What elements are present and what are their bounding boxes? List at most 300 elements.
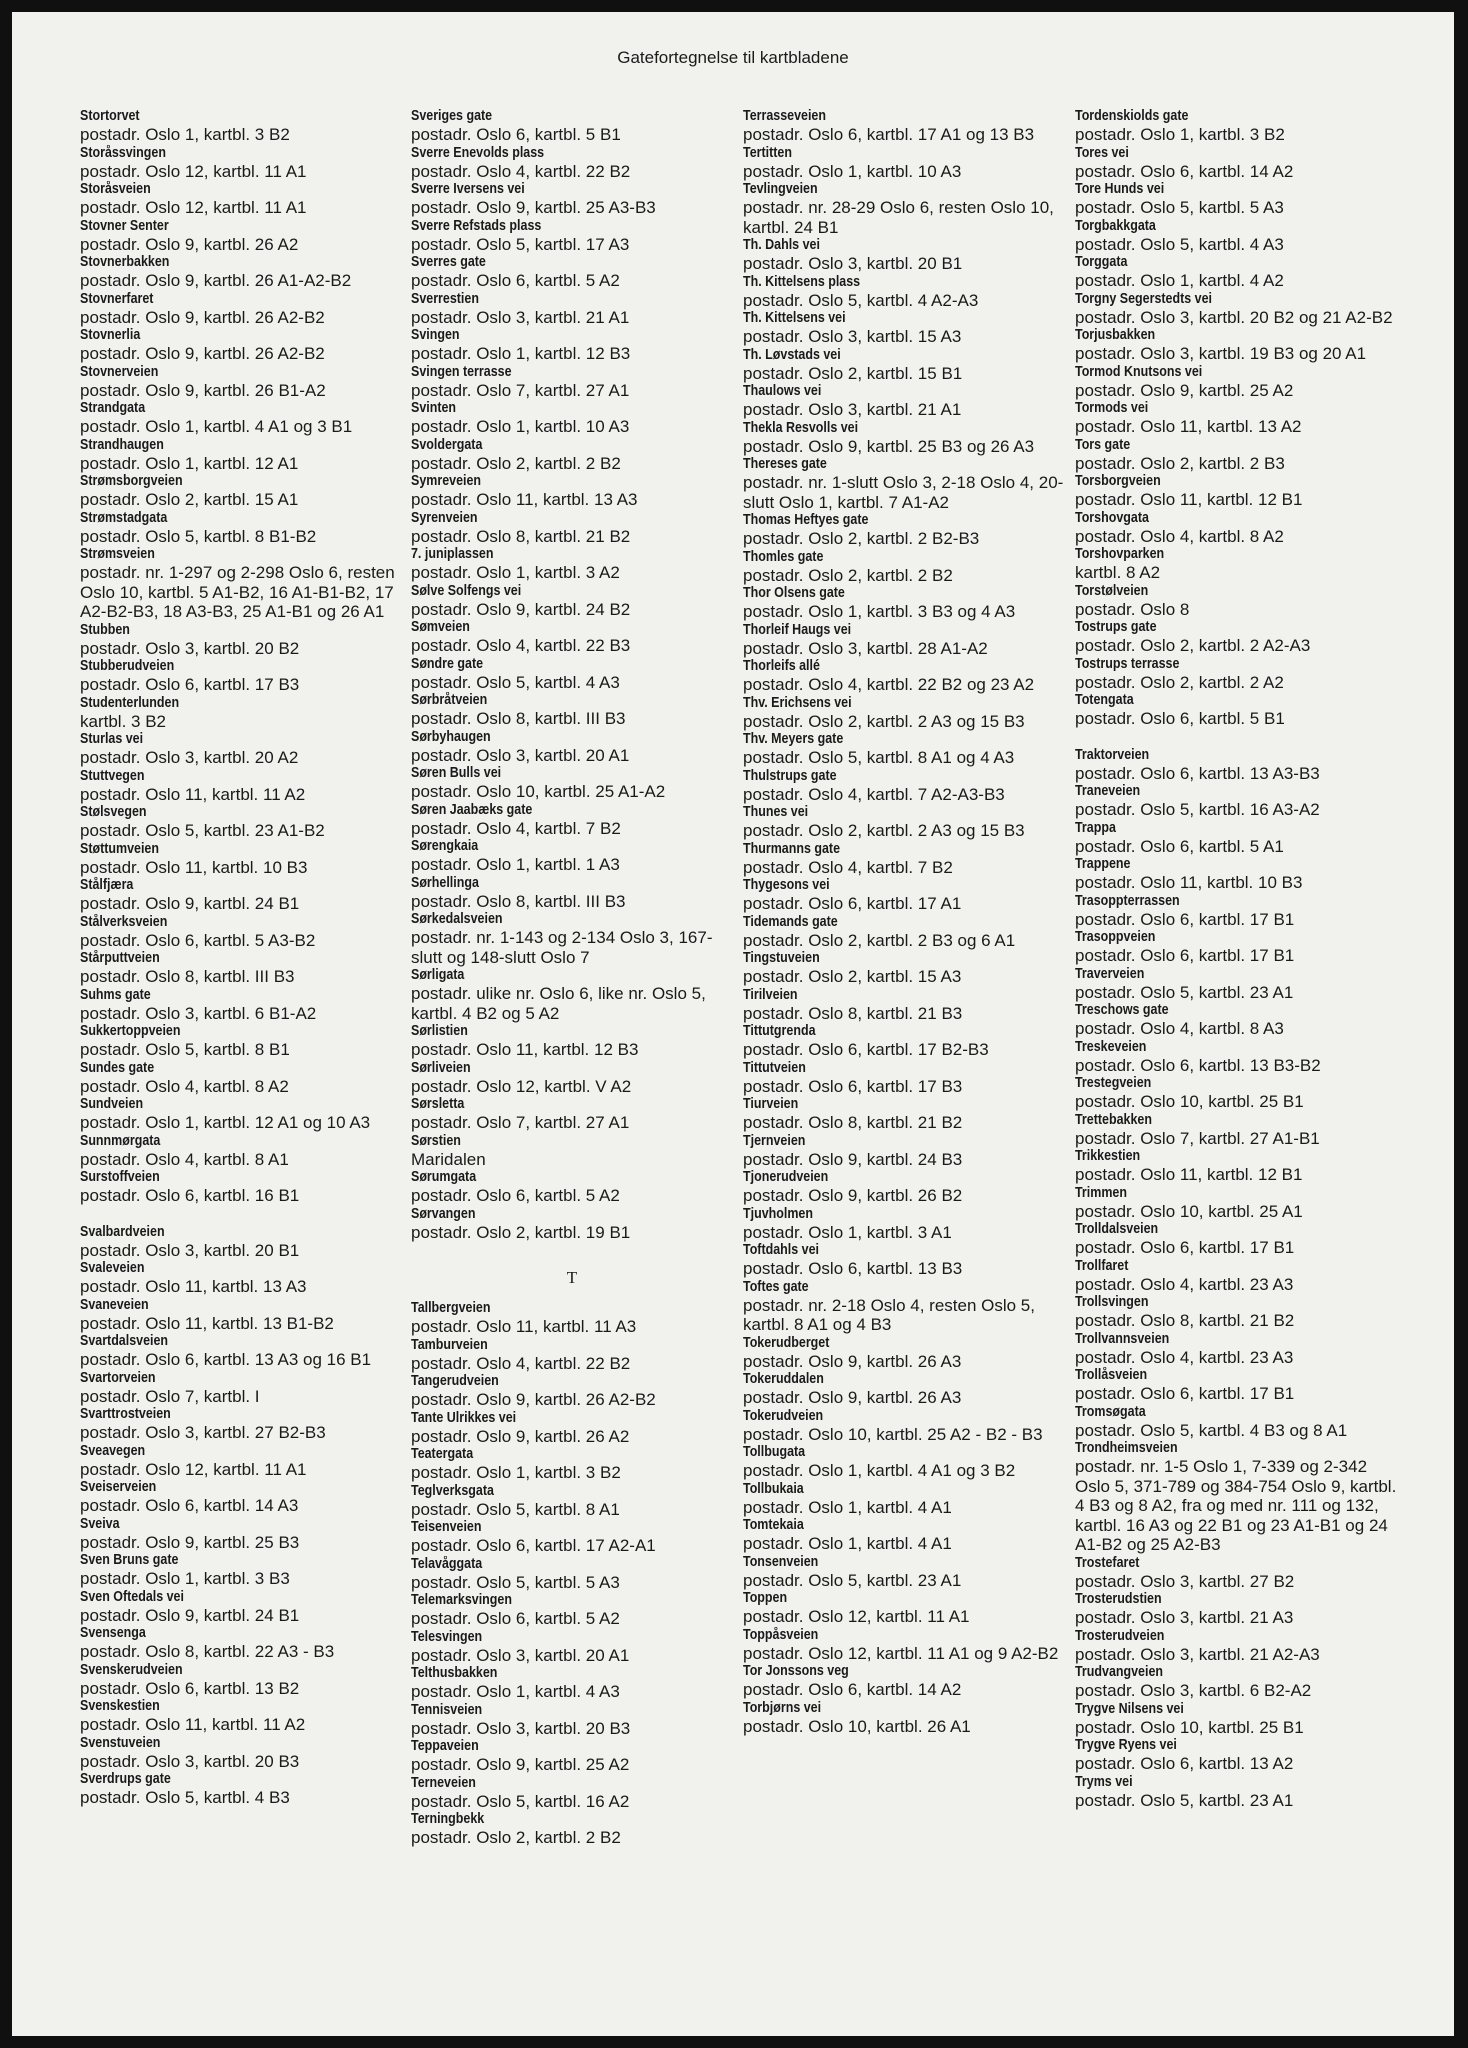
street-entry: [411, 291, 733, 328]
street-name: Thorleifs allé: [743, 658, 820, 674]
section-gap: [1075, 729, 1397, 747]
street-detail: postadr. Oslo 9, kartbl. 26 B1-A2: [80, 380, 326, 400]
street-name: Tors gate: [1075, 436, 1131, 453]
street-detail: postadr. Oslo 6, kartbl. 14 A3: [80, 1496, 299, 1515]
street-detail: postadr. Oslo 5, kartbl. 23 A1: [1075, 1790, 1294, 1810]
street-entry: [743, 1371, 1065, 1408]
street-detail: postadr. Oslo 1, kartbl. 10 A3: [743, 161, 962, 181]
street-detail: postadr. Oslo 9, kartbl. 26 A3: [743, 1351, 962, 1371]
street-entry: [743, 383, 1065, 420]
street-detail: postadr. Oslo 6, kartbl. 17 A1 og 13 B3: [743, 125, 1035, 144]
street-detail: postadr. Oslo 12, kartbl. 11 A1: [80, 198, 307, 217]
street-name: Terneveien: [411, 1774, 476, 1791]
street-detail: postadr. Oslo 7, kartbl. 27 A1-B1: [1075, 1128, 1320, 1148]
street-name: Sørligata: [411, 967, 465, 983]
street-entry: [80, 1023, 402, 1060]
street-entry: [80, 1516, 402, 1553]
street-detail: postadr. Oslo 9, kartbl. 26 A2-B2: [80, 307, 325, 327]
street-name: Sørengkaia: [411, 838, 479, 854]
street-detail: postadr. Oslo 1, kartbl. 4 A1 og 3 B1: [80, 417, 353, 436]
street-entry: [411, 218, 733, 255]
street-name: Sverdrups gate: [80, 1771, 171, 1787]
street-name: Sveriges gate: [411, 108, 493, 124]
street-name: Treskeveien: [1075, 1038, 1147, 1055]
street-name: Tostrups gate: [1075, 619, 1157, 635]
street-detail: postadr. Oslo 3, kartbl. 21 A1: [411, 307, 630, 327]
street-entry: [411, 1206, 733, 1243]
street-entry: [743, 1133, 1065, 1170]
street-entry: [743, 549, 1065, 586]
street-detail: postadr. Oslo 7, kartbl. 27 A1: [411, 1113, 630, 1132]
street-detail: postadr. Oslo 12, kartbl. V A2: [411, 1076, 632, 1096]
street-detail: postadr. Oslo 8, kartbl. 21 B2: [743, 1113, 963, 1132]
street-entry: [743, 1060, 1065, 1097]
street-name: Stubben: [80, 621, 130, 638]
street-name: Tonsenveien: [743, 1553, 819, 1570]
street-entry: [1075, 1002, 1397, 1039]
street-entry: [80, 1698, 402, 1735]
street-entry: [1075, 619, 1397, 656]
street-entry: [743, 1554, 1065, 1591]
street-name: Trondheimsveien: [1075, 1440, 1178, 1456]
street-entry: [80, 804, 402, 841]
street-detail: postadr. Oslo 3, kartbl. 15 A3: [743, 327, 962, 346]
street-entry: [411, 400, 733, 437]
street-entry: [411, 108, 733, 145]
street-name: Svinten: [411, 400, 457, 416]
street-name: Traneveien: [1075, 783, 1141, 799]
street-detail: postadr. Oslo 11, kartbl. 13 A3: [411, 490, 638, 509]
street-detail: postadr. Oslo 3, kartbl. 21 A3: [1075, 1608, 1294, 1627]
street-detail: postadr. nr. 1-5 Oslo 1, 7-339 og 2-342 Oslo 5, 371-789 og 384-754 Oslo 9, kartbl. 4 B3 og 8 A2, fra og med nr. 111 og 132, kartbl. 16 A3 og 22 B1 og 23 A1-B1 og 24 A1-B2 og 25 A2-B3: [1075, 1457, 1397, 1554]
street-entry: [743, 622, 1065, 659]
street-detail: postadr. Oslo 3, kartbl. 6 B1-A2: [80, 1003, 317, 1023]
street-name: Sørkedalsveien: [411, 911, 503, 927]
street-detail: postadr. Oslo 6, kartbl. 17 B1: [1075, 909, 1295, 929]
street-detail: postadr. Oslo 1, kartbl. 3 A2: [411, 563, 620, 582]
street-detail: postadr. Oslo 8: [1075, 599, 1190, 619]
street-entry: [1075, 820, 1397, 857]
street-name: Tingstuveien: [743, 950, 820, 966]
street-name: Tokerudberget: [743, 1334, 830, 1351]
street-entry: [80, 841, 402, 878]
street-name: Thygesons vei: [743, 877, 830, 893]
street-entry: [743, 1279, 1065, 1335]
street-detail: postadr. Oslo 2, kartbl. 2 B3 og 6 A1: [743, 930, 1016, 950]
street-entry: [80, 1625, 402, 1662]
street-detail: postadr. nr. 28-29 Oslo 6, resten Oslo 10, kartbl. 24 B1: [743, 198, 1054, 237]
street-detail: postadr. Oslo 4, kartbl. 22 B2: [411, 1353, 631, 1373]
street-entry: [411, 1775, 733, 1812]
street-name: Stubberudveien: [80, 658, 175, 674]
street-name: Tertitten: [743, 144, 792, 161]
street-name: Traktorveien: [1075, 746, 1150, 763]
street-name: Tomtekaia: [743, 1517, 804, 1533]
street-detail: postadr. Oslo 11, kartbl. 13 B1-B2: [80, 1313, 334, 1333]
street-entry: [80, 510, 402, 547]
street-entry: [743, 456, 1065, 512]
street-name: Sturlas vei: [80, 731, 144, 747]
street-entry: [80, 1406, 402, 1443]
street-entry: [411, 1023, 733, 1060]
street-name: Teatergata: [411, 1446, 474, 1462]
street-detail: postadr. Oslo 9, kartbl. 26 A1-A2-B2: [80, 271, 352, 290]
street-name: Teglverksgata: [411, 1482, 494, 1499]
street-detail: postadr. Oslo 6, kartbl. 13 A3-B3: [1075, 763, 1320, 783]
street-detail: postadr. Oslo 1, kartbl. 3 B2: [411, 1463, 621, 1482]
street-detail: postadr. Oslo 3, kartbl. 27 B2-B3: [80, 1423, 326, 1442]
street-name: Torgbakkgata: [1075, 217, 1156, 234]
street-detail: postadr. ulike nr. Oslo 6, like nr. Oslo 5, kartbl. 4 B2 og 5 A2: [411, 984, 706, 1023]
street-entry: [411, 254, 733, 291]
street-entry: [1075, 1112, 1397, 1149]
street-detail: postadr. Oslo 9, kartbl. 25 A3-B3: [411, 198, 656, 217]
street-entry: [1075, 473, 1397, 510]
street-name: Støttumveien: [80, 840, 159, 857]
street-name: Thulstrups gate: [743, 767, 837, 784]
street-entry: [1075, 327, 1397, 364]
street-name: Totengata: [1075, 692, 1134, 708]
street-detail: postadr. Oslo 12, kartbl. 11 A1: [80, 1459, 307, 1479]
street-name: Tormods vei: [1075, 400, 1149, 416]
street-detail: postadr. Oslo 4, kartbl. 22 B2 og 23 A2: [743, 675, 1035, 694]
street-entry: [80, 1169, 402, 1206]
street-entry: [80, 622, 402, 659]
street-entry: [80, 1589, 402, 1626]
street-detail: postadr. Oslo 1, kartbl. 3 B3: [80, 1569, 290, 1588]
street-entry: [1075, 783, 1397, 820]
street-detail: postadr. Oslo 7, kartbl. 27 A1: [411, 380, 630, 400]
street-detail: postadr. Oslo 1, kartbl. 4 A3: [411, 1682, 620, 1701]
street-entry: [411, 911, 733, 967]
street-name: Thereses gate: [743, 456, 827, 472]
street-detail: postadr. Oslo 6, kartbl. 17 B2-B3: [743, 1040, 989, 1059]
street-detail: postadr. Oslo 9, kartbl. 26 A2-B2: [80, 344, 325, 363]
street-name: Torbjørns vei: [743, 1699, 822, 1716]
street-detail: postadr. Oslo 3, kartbl. 20 A1: [411, 1645, 630, 1665]
street-detail: postadr. Oslo 2, kartbl. 19 B1: [411, 1222, 631, 1242]
street-detail: postadr. Oslo 6, kartbl. 13 B3-B2: [1075, 1055, 1321, 1075]
street-detail: postadr. Oslo 6, kartbl. 5 B1: [1075, 709, 1285, 728]
street-detail: postadr. Oslo 5, kartbl. 5 A3: [411, 1572, 620, 1592]
street-entry: [743, 1335, 1065, 1372]
street-detail: postadr. Oslo 2, kartbl. 15 A3: [743, 967, 962, 986]
street-entry: [1075, 656, 1397, 693]
street-entry: [411, 967, 733, 1023]
street-name: Sømveien: [411, 619, 470, 635]
street-detail: postadr. Oslo 3, kartbl. 20 B1: [80, 1240, 300, 1260]
street-entry: [80, 400, 402, 437]
section-gap: [80, 1206, 402, 1224]
street-detail: postadr. Oslo 6, kartbl. 13 A2: [1075, 1754, 1294, 1773]
street-entry: [411, 327, 733, 364]
street-name: Stovnerbakken: [80, 254, 170, 270]
street-name: Tryms vei: [1075, 1773, 1133, 1790]
street-detail: postadr. Oslo 2, kartbl. 2 A3 og 15 B3: [743, 711, 1025, 731]
street-detail: postadr. Oslo 6, kartbl. 14 A2: [1075, 161, 1294, 181]
street-entry: [743, 914, 1065, 951]
street-detail: postadr. Oslo 8, kartbl. III B3: [80, 967, 295, 986]
street-name: Tamburveien: [411, 1336, 488, 1353]
street-detail: postadr. Oslo 6, kartbl. 5 A2: [411, 1609, 620, 1628]
street-name: Torgny Segerstedts vei: [1075, 290, 1212, 307]
street-detail: postadr. Oslo 5, kartbl. 8 B1: [80, 1040, 290, 1059]
street-detail: postadr. Oslo 6, kartbl. 13 B2: [80, 1678, 300, 1698]
street-name: Tollbugata: [743, 1444, 806, 1460]
street-entry: [411, 1410, 733, 1447]
street-name: Trettebakken: [1075, 1111, 1152, 1128]
street-entry: [80, 987, 402, 1024]
street-detail: postadr. Oslo 6, kartbl. 5 A1: [1075, 836, 1284, 856]
street-name: Torshovgata: [1075, 509, 1149, 526]
street-name: Sundes gate: [80, 1059, 155, 1076]
street-entry: [411, 1300, 733, 1337]
street-detail: postadr. Oslo 3, kartbl. 20 B3: [411, 1718, 631, 1738]
street-name: Trygve Ryens vei: [1075, 1737, 1177, 1753]
street-detail: kartbl. 8 A2: [1075, 563, 1161, 582]
street-entry: [80, 254, 402, 291]
street-name: Traverveien: [1075, 965, 1145, 982]
street-name: Sunnmørgata: [80, 1132, 161, 1149]
street-entry: [743, 585, 1065, 622]
street-name: Tjuvholmen: [743, 1205, 813, 1222]
street-detail: postadr. Oslo 2, kartbl. 2 B2: [743, 565, 953, 585]
street-name: Sverre Enevolds plass: [411, 144, 545, 161]
street-name: Tiurveien: [743, 1096, 799, 1112]
street-detail: postadr. Oslo 3, kartbl. 20 B3: [80, 1751, 300, 1771]
street-name: Toppåsveien: [743, 1626, 819, 1643]
street-entry: [80, 145, 402, 182]
street-entry: [743, 1517, 1065, 1554]
street-detail: postadr. Oslo 9, kartbl. 25 B3: [80, 1532, 300, 1552]
street-entry: [1075, 966, 1397, 1003]
street-entry: [411, 1096, 733, 1133]
street-detail: postadr. Oslo 9, kartbl. 25 A2: [1075, 380, 1294, 400]
street-name: Strømstadgata: [80, 509, 168, 526]
street-name: Th. Løvstads vei: [743, 346, 841, 363]
street-entry: [80, 1443, 402, 1480]
street-entry: [411, 181, 733, 218]
street-detail: postadr. Oslo 8, kartbl. 21 B3: [743, 1003, 963, 1023]
street-name: Tokerudveien: [743, 1407, 824, 1424]
street-detail: postadr. Oslo 4, kartbl. 7 A2-A3-B3: [743, 784, 1005, 804]
street-detail: postadr. Oslo 5, kartbl. 23 A1-B2: [80, 821, 325, 840]
street-detail: postadr. Oslo 5, kartbl. 23 A1: [1075, 982, 1294, 1002]
street-entry: [80, 950, 402, 987]
street-name: Torshovparken: [1075, 546, 1165, 562]
street-name: Terningbekk: [411, 1811, 485, 1827]
street-detail: postadr. Oslo 11, kartbl. 11 A2: [80, 1715, 306, 1734]
street-name: Thaulows vei: [743, 383, 822, 399]
street-name: Surstoffveien: [80, 1169, 160, 1185]
street-name: Tjonerudveien: [743, 1169, 829, 1185]
street-detail: postadr. Oslo 1, kartbl. 4 A1: [743, 1497, 952, 1517]
column-2: [411, 108, 733, 1848]
street-name: Trasoppterrassen: [1075, 892, 1180, 909]
street-entry: [743, 1481, 1065, 1518]
street-name: Tormod Knutsons vei: [1075, 363, 1203, 380]
street-name: Thorleif Haugs vei: [743, 621, 852, 638]
street-name: Svingen: [411, 327, 460, 343]
street-detail: postadr. Oslo 9, kartbl. 25 A2: [411, 1755, 630, 1774]
street-detail: postadr. Oslo 11, kartbl. 11 A2: [80, 784, 306, 804]
street-detail: postadr. Oslo 9, kartbl. 24 B1: [80, 1605, 300, 1625]
street-detail: postadr. Oslo 5, kartbl. 4 A3: [1075, 234, 1284, 254]
column-4: [1075, 108, 1397, 1810]
street-name: Sukkertoppveien: [80, 1023, 181, 1039]
street-name: Strandhaugen: [80, 436, 164, 453]
street-entry: [743, 512, 1065, 549]
street-detail: postadr. nr. 1-143 og 2-134 Oslo 3, 167-slutt og 148-slutt Oslo 7: [411, 928, 713, 967]
street-detail: postadr. Oslo 1, kartbl. 12 B3: [411, 344, 631, 363]
street-entry: [1075, 1075, 1397, 1112]
street-entry: [411, 364, 733, 401]
street-name: Tor Jonssons veg: [743, 1663, 849, 1679]
street-name: Th. Kittelsens vei: [743, 310, 846, 326]
street-name: Terrasseveien: [743, 108, 826, 124]
street-detail: postadr. Oslo 8, kartbl. III B3: [411, 891, 626, 911]
street-detail: postadr. Oslo 3, kartbl. 20 B2 og 21 A2-B2: [1075, 307, 1393, 327]
street-name: Stølsvegen: [80, 804, 147, 820]
street-entry: [80, 437, 402, 474]
street-entry: [80, 1297, 402, 1334]
street-name: Sveavegen: [80, 1442, 146, 1459]
street-detail: postadr. Oslo 3, kartbl. 21 A2-A3: [1075, 1644, 1320, 1664]
street-detail: postadr. Oslo 2, kartbl. 2 B2: [411, 453, 621, 473]
street-detail: postadr. Oslo 11, kartbl. 12 B1: [1075, 490, 1303, 509]
street-detail: postadr. Oslo 3, kartbl. 20 B1: [743, 254, 963, 273]
street-name: Tittutgrenda: [743, 1023, 816, 1039]
street-entry: [411, 583, 733, 620]
street-detail: postadr. Oslo 5, kartbl. 23 A1: [743, 1570, 962, 1590]
street-detail: postadr. Oslo 4, kartbl. 7 B2: [743, 857, 953, 877]
street-name: Tromsøgata: [1075, 1403, 1146, 1420]
street-entry: [1075, 929, 1397, 966]
street-entry: [1075, 856, 1397, 893]
street-entry: [743, 1627, 1065, 1664]
street-entry: [1075, 181, 1397, 218]
street-entry: [1075, 1440, 1397, 1555]
street-name: Teppaveien: [411, 1738, 479, 1754]
street-name: Thor Olsens gate: [743, 585, 845, 601]
street-entry: [80, 1552, 402, 1589]
street-entry: [743, 310, 1065, 347]
street-name: Tirilveien: [743, 986, 798, 1003]
street-detail: postadr. Oslo 11, kartbl. 13 A2: [1075, 417, 1302, 436]
street-entry: [411, 1169, 733, 1206]
street-name: Trosterudveien: [1075, 1627, 1165, 1644]
street-entry: [411, 1133, 733, 1170]
street-name: Th. Kittelsens plass: [743, 273, 861, 290]
street-name: Thurmanns gate: [743, 840, 841, 857]
street-detail: postadr. Oslo 4, kartbl. 23 A3: [1075, 1274, 1294, 1294]
street-name: Telthusbakken: [411, 1665, 498, 1681]
street-name: Svaneveien: [80, 1296, 149, 1313]
street-entry: [80, 768, 402, 805]
street-name: Tittutveien: [743, 1059, 806, 1076]
street-name: Strømsborgveien: [80, 473, 183, 489]
street-name: Søren Jaabæks gate: [411, 801, 533, 818]
street-name: Trappene: [1075, 856, 1131, 872]
street-entry: [1075, 145, 1397, 182]
street-detail: postadr. Oslo 5, kartbl. 5 A3: [1075, 198, 1284, 217]
street-name: Thunes vei: [743, 804, 809, 820]
street-name: Sven Oftedals vei: [80, 1588, 184, 1605]
street-detail: postadr. Oslo 10, kartbl. 25 B1: [1075, 1717, 1304, 1737]
street-name: 7. juniplassen: [411, 546, 494, 562]
street-name: Sølve Solfengs vei: [411, 582, 522, 599]
street-entry: [1075, 692, 1397, 729]
street-detail: postadr. Oslo 5, kartbl. 17 A3: [411, 234, 630, 254]
street-entry: [743, 420, 1065, 457]
street-name: Sverrestien: [411, 290, 479, 307]
street-detail: postadr. Oslo 6, kartbl. 17 B1: [1075, 1384, 1295, 1403]
street-entry: [1075, 1331, 1397, 1368]
street-detail: postadr. Oslo 9, kartbl. 24 B2: [411, 599, 631, 619]
street-detail: postadr. Oslo 2, kartbl. 2 B2: [411, 1828, 621, 1847]
street-detail: postadr. Oslo 3, kartbl. 20 A1: [411, 745, 630, 765]
street-name: Tidemands gate: [743, 913, 838, 930]
street-entry: [743, 987, 1065, 1024]
street-detail: postadr. Oslo 2, kartbl. 2 B3: [1075, 453, 1285, 473]
street-entry: [80, 1060, 402, 1097]
street-entry: [743, 731, 1065, 768]
street-name: Stårputtveien: [80, 950, 160, 966]
street-entry: [411, 838, 733, 875]
street-detail: postadr. Oslo 5, kartbl. 4 A3: [411, 672, 620, 692]
street-name: Stovner Senter: [80, 217, 169, 234]
street-detail: postadr. Oslo 3, kartbl. 27 B2: [1075, 1571, 1295, 1591]
street-detail: postadr. Oslo 9, kartbl. 26 B2: [743, 1186, 963, 1205]
street-entry: [1075, 1221, 1397, 1258]
street-detail: postadr. Oslo 4, kartbl. 22 B2: [411, 161, 631, 181]
street-entry: [411, 1373, 733, 1410]
street-entry: [80, 327, 402, 364]
street-name: Studenterlunden: [80, 694, 180, 711]
street-name: Tostrups terrasse: [1075, 655, 1180, 672]
street-detail: postadr. Oslo 5, kartbl. 4 A2-A3: [743, 290, 979, 310]
street-detail: postadr. Oslo 4, kartbl. 8 A3: [1075, 1019, 1284, 1038]
street-entry: [80, 1096, 402, 1133]
street-detail: postadr. Oslo 6, kartbl. 13 B3: [743, 1259, 963, 1278]
street-entry: [80, 473, 402, 510]
street-detail: postadr. Oslo 5, kartbl. 8 B1-B2: [80, 526, 317, 546]
street-detail: postadr. Oslo 9, kartbl. 24 B1: [80, 894, 300, 913]
street-detail: postadr. Oslo 11, kartbl. 12 B1: [1075, 1165, 1303, 1184]
street-entry: [743, 841, 1065, 878]
street-entry: [80, 1662, 402, 1699]
street-detail: postadr. Oslo 8, kartbl. III B3: [411, 709, 626, 728]
street-entry: [743, 145, 1065, 182]
street-entry: [411, 145, 733, 182]
street-detail: postadr. Oslo 1, kartbl. 3 B3 og 4 A3: [743, 602, 1016, 621]
street-name: Svenskerudveien: [80, 1661, 183, 1678]
street-name: Sørumgata: [411, 1169, 477, 1185]
street-detail: postadr. Oslo 1, kartbl. 4 A1: [743, 1534, 952, 1553]
street-entry: [743, 181, 1065, 237]
street-detail: postadr. Oslo 2, kartbl. 15 B1: [743, 363, 963, 383]
street-entry: [80, 1224, 402, 1261]
street-entry: [743, 1408, 1065, 1445]
street-entry: [80, 546, 402, 622]
street-entry: [1075, 1774, 1397, 1811]
street-entry: [1075, 1701, 1397, 1738]
street-entry: [1075, 254, 1397, 291]
street-name: Trosterudstien: [1075, 1591, 1162, 1607]
street-name: Tjernveien: [743, 1132, 806, 1149]
street-name: Sørlistien: [411, 1023, 468, 1039]
street-entry: [411, 1592, 733, 1629]
